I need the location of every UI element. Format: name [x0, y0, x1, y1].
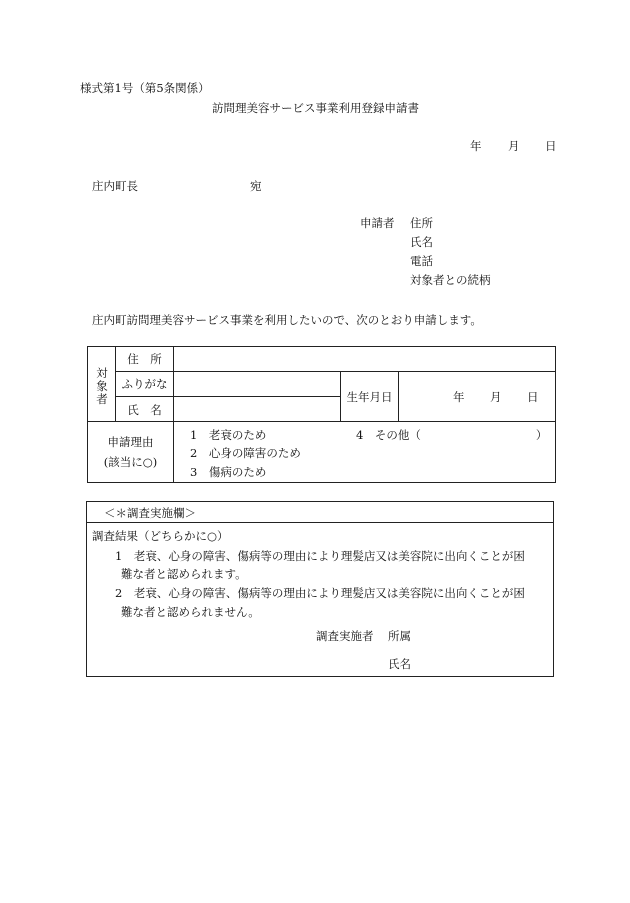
date-month: 月 — [508, 139, 520, 153]
furigana-label: ふりがな — [121, 377, 168, 391]
reason-option-1: 1 老衰のため — [190, 428, 267, 442]
birth-date-label: 生年月日 — [346, 390, 393, 404]
survey-item-2-line-2: 難な者と認められません。 — [121, 605, 260, 619]
addressee-suffix: 宛 — [250, 179, 262, 193]
reason-sublabel: (該当に○) — [103, 455, 158, 469]
survey-item-2-line-1: 2 老衰、心身の障害、傷病等の理由により理髪店又は美容院に出向くことが困 — [115, 586, 525, 600]
address-label: 住 所 — [127, 352, 162, 366]
reason-option-2: 2 心身の障害のため — [190, 446, 301, 460]
reason-option-4: 4 その他（ ） — [356, 428, 548, 442]
date-day: 日 — [545, 139, 557, 153]
date-year: 年 — [470, 139, 482, 153]
survey-item-1-line-2: 難な者と認められます。 — [121, 567, 247, 581]
reason-label: 申請理由 — [107, 435, 154, 449]
name-label: 氏 名 — [127, 403, 162, 417]
intro-text: 庄内町訪問理美容サービス事業を利用したいので、次のとおり申請します。 — [92, 313, 482, 327]
addressee-name: 庄内町長 — [92, 179, 138, 193]
birth-day-label: 日 — [527, 390, 539, 404]
form-label: 様式第1号（第5条関係） — [80, 81, 210, 95]
birth-month-label: 月 — [490, 390, 502, 404]
applicant-label: 申請者 — [360, 216, 395, 230]
applicant-name-label: 氏名 — [410, 235, 433, 249]
reason-option-3: 3 傷病のため — [190, 465, 267, 479]
birth-year-label: 年 — [453, 390, 465, 404]
survey-header: ＜＊調査実施欄＞ — [104, 506, 196, 520]
applicant-address-label: 住所 — [410, 216, 433, 230]
applicant-phone-label: 電話 — [410, 254, 433, 268]
survey-result-label: 調査結果（どちらかに○） — [92, 529, 229, 543]
target-person-group-label: 対象者 — [96, 366, 108, 406]
survey-dept-label: 所属 — [388, 629, 411, 643]
applicant-relation-label: 対象者との続柄 — [410, 273, 491, 287]
document-title: 訪問理美容サービス事業利用登録申請書 — [212, 101, 419, 115]
survey-name-label: 氏名 — [388, 657, 411, 671]
survey-implementer-label: 調査実施者 — [316, 629, 374, 643]
survey-item-1-line-1: 1 老衰、心身の障害、傷病等の理由により理髪店又は美容院に出向くことが困 — [115, 549, 525, 563]
